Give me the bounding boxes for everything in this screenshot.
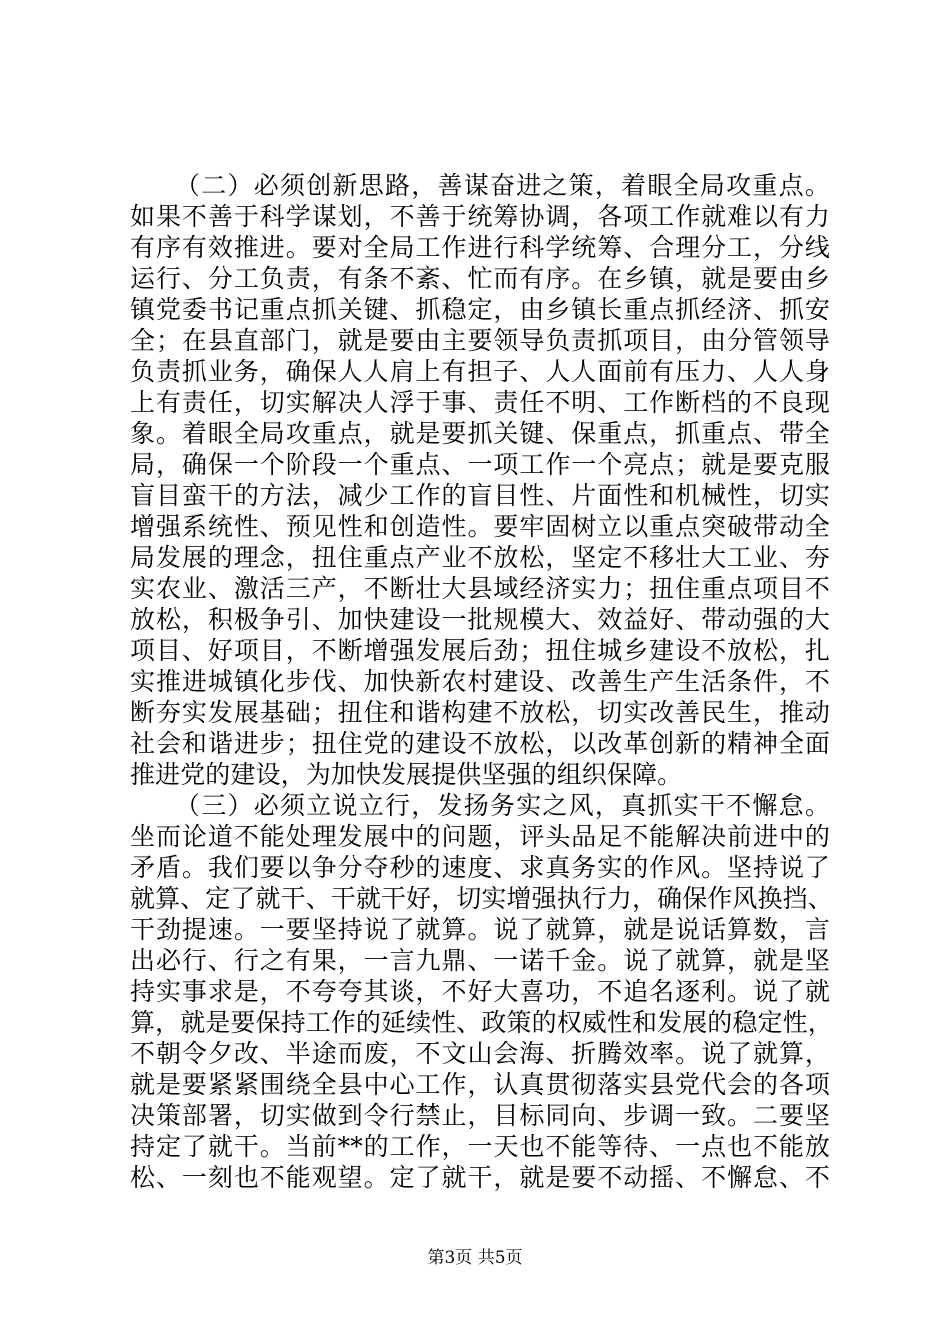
text-line: （二）必须创新思路，善谋奋进之策，着眼全局攻重点。: [175, 171, 830, 200]
page-number-footer: 第3页 共5页: [427, 1248, 523, 1268]
text-line: 松、一刻也不能观望。定了就干，就是要不动摇、不懈怠、不: [130, 1163, 830, 1192]
text-line: （三）必须立说立行，发扬务实之风，真抓实干不懈怠。: [175, 791, 830, 820]
text-line: 就算、定了就干、干就干好，切实增强执行力，确保作风换挡、: [130, 884, 833, 913]
text-line: 运行、分工负责，有条不紊、忙而有序。在乡镇，就是要由乡: [130, 264, 830, 293]
text-line: 矛盾。我们要以争分夺秒的速度、求真务实的作风。坚持说了: [130, 853, 830, 882]
text-line: 实农业、激活三产，不断壮大县域经济实力；扭住重点项目不: [130, 574, 830, 603]
paragraph-2: [130, 170, 830, 790]
text-line: 算，就是要保持工作的延续性、政策的权威性和发展的稳定性，: [130, 1008, 833, 1037]
text-line: 项目、好项目，不断增强发展后劲；扭住城乡建设不放松，扎: [130, 636, 830, 665]
text-line: 不朝令夕改、半途而废，不文山会海、折腾效率。说了就算，: [130, 1039, 830, 1068]
text-line: 断夯实发展基础；扭住和谐构建不放松，切实改善民生，推动: [130, 698, 830, 727]
document-body: [130, 170, 833, 1193]
text-line: 局，确保一个阶段一个重点、一项工作一个亮点；就是要克服: [130, 450, 830, 479]
text-line: 坐而论道不能处理发展中的问题，评头品足不能解决前进中的: [130, 822, 830, 851]
text-line: 推进党的建设，为加快发展提供坚强的组织保障。: [130, 760, 683, 789]
text-line: 持定了就干。当前**的工作，一天也不能等待、一点也不能放: [130, 1132, 830, 1161]
text-line: 如果不善于科学谋划，不善于统筹协调，各项工作就难以有力: [130, 202, 830, 231]
text-line: 干劲提速。一要坚持说了就算。说了就算，就是说话算数，言: [130, 915, 830, 944]
text-line: 盲目蛮干的方法，减少工作的盲目性、片面性和机械性，切实: [130, 481, 830, 510]
text-line: 有序有效推进。要对全局工作进行科学统筹、合理分工，分线: [130, 233, 830, 262]
text-line: 局发展的理念，扭住重点产业不放松，坚定不移壮大工业、夯: [130, 543, 830, 572]
text-line: 决策部署，切实做到令行禁止，目标同向、步调一致。二要坚: [130, 1101, 830, 1130]
text-line: 增强系统性、预见性和创造性。要牢固树立以重点突破带动全: [130, 512, 830, 541]
text-line: 镇党委书记重点抓关键、抓稳定，由乡镇长重点抓经济、抓安: [130, 295, 830, 324]
text-line: 社会和谐进步；扭住党的建设不放松，以改革创新的精神全面: [130, 729, 830, 758]
text-line: 就是要紧紧围绕全县中心工作，认真贯彻落实县党代会的各项: [130, 1070, 830, 1099]
text-line: 全；在县直部门，就是要由主要领导负责抓项目，由分管领导: [130, 326, 830, 355]
paragraph-3: [130, 790, 833, 1193]
text-line: 出必行、行之有果，一言九鼎、一诺千金。说了就算，就是坚: [130, 946, 830, 975]
text-line: 实推进城镇化步伐、加快新农村建设、改善生产生活条件，不: [130, 667, 830, 696]
text-line: 负责抓业务，确保人人肩上有担子、人人面前有压力、人人身: [130, 357, 830, 386]
text-line: 象。着眼全局攻重点，就是要抓关键、保重点，抓重点、带全: [130, 419, 830, 448]
text-line: 持实事求是，不夸夸其谈，不好大喜功，不追名逐利。说了就: [130, 977, 830, 1006]
text-line: 上有责任，切实解决人浮于事、责任不明、工作断档的不良现: [130, 388, 830, 417]
text-line: 放松，积极争引、加快建设一批规模大、效益好、带动强的大: [130, 605, 830, 634]
